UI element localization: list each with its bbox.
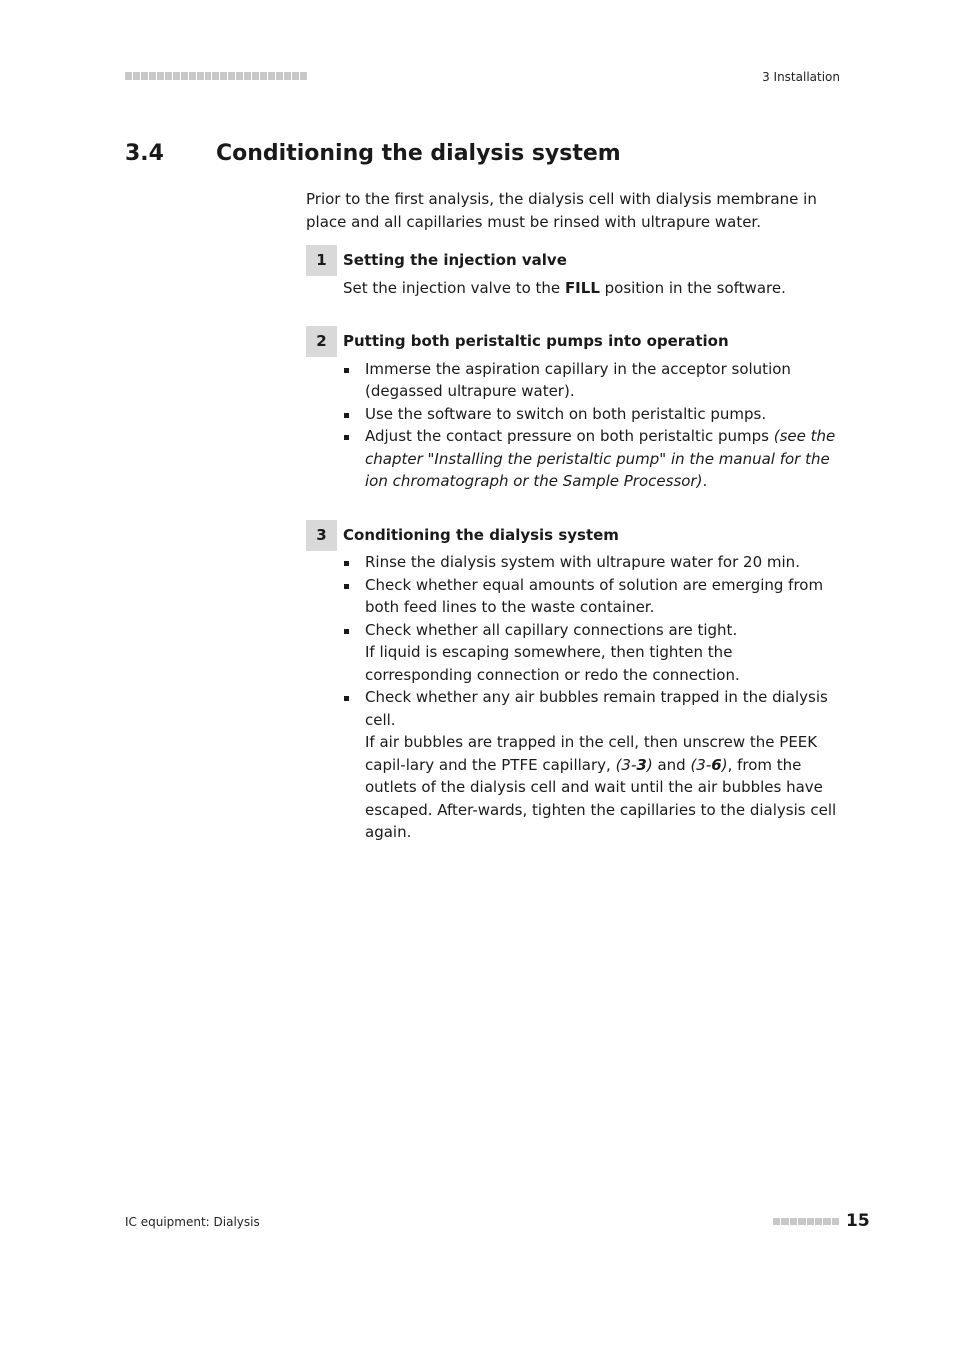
figure-reference[interactable]: (3-3) <box>615 755 653 774</box>
step-title: Setting the injection valve <box>343 251 567 269</box>
step-2 <box>306 326 841 493</box>
step-text: Set the injection valve to the FILL position in the software. <box>343 278 786 297</box>
list-item: Rinse the dialysis system with ultrapure water for 20 min. <box>343 551 841 574</box>
step-3 <box>306 520 841 844</box>
header-chapter: 3 Installation <box>762 70 840 84</box>
manual-reference: (see the chapter "Installing the peristaltic pump" in the manual for the ion chromatograph or the Sample Processor) <box>365 427 836 490</box>
step-number: 1 <box>306 245 337 276</box>
bullet-list <box>343 358 841 493</box>
footer-title: IC equipment: Dialysis <box>125 1215 260 1229</box>
step-title: Conditioning the dialysis system <box>343 525 619 544</box>
step-number: 3 <box>306 520 337 551</box>
footer-decoration <box>773 1218 839 1225</box>
step-number: 2 <box>306 326 337 357</box>
list-item: Check whether any air bubbles remain trapped in the dialysis cell. If air bubbles are trapped in the cell, then unscrew the PEEK capil-lary and the PTFE capillary, (3-3) and (3-6), from the outlets of the dialysis cell and wait until the air bubbles have escaped. After-wards, tighten the capillaries to the dialysis cell again. <box>343 686 841 844</box>
fill-keyword: FILL <box>564 278 600 297</box>
section-number: 3.4 <box>125 141 164 166</box>
header-decoration <box>125 72 307 80</box>
list-item: Use the software to switch on both peristaltic pumps. <box>343 403 841 426</box>
figure-reference[interactable]: (3-6) <box>690 755 728 774</box>
list-item: Adjust the contact pressure on both peristaltic pumps (see the chapter "Installing the peristaltic pump" in the manual for the ion chromatograph or the Sample Processor). <box>343 425 841 493</box>
list-item: Check whether equal amounts of solution are emerging from both feed lines to the waste container. <box>343 574 841 619</box>
section-title: Conditioning the dialysis system <box>216 141 621 166</box>
list-item: Immerse the aspiration capillary in the acceptor solution (degassed ultrapure water). <box>343 358 841 403</box>
bullet-list <box>343 551 841 844</box>
intro-paragraph: Prior to the first analysis, the dialysis cell with dialysis membrane in place and all capillaries must be rinsed with ultrapure water. <box>306 190 817 231</box>
step-1 <box>306 245 841 299</box>
page-number: 15 <box>846 1211 870 1231</box>
section-body <box>306 188 841 844</box>
step-title: Putting both peristaltic pumps into operation <box>343 332 729 350</box>
list-item: Check whether all capillary connections are tight. If liquid is escaping somewhere, then tighten the corresponding connection or redo the connection. <box>343 619 841 687</box>
